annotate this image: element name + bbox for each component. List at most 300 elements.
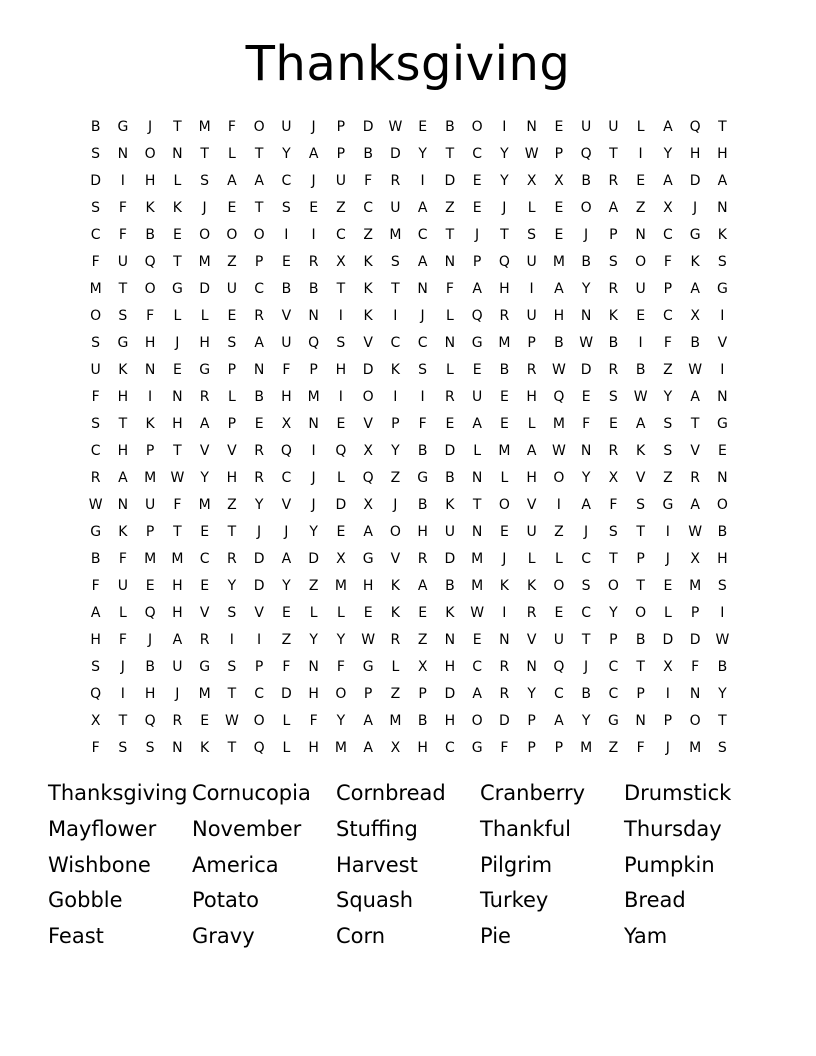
grid-letter: K (445, 605, 455, 621)
grid-letter: L (227, 389, 236, 405)
grid-letter: S (608, 524, 618, 540)
grid-letter: V (363, 335, 373, 351)
grid-letter: J (584, 659, 589, 675)
grid-letter: Q (498, 254, 510, 270)
grid-letter: S (336, 335, 346, 351)
grid-letter: U (526, 254, 537, 270)
grid-letter: T (500, 227, 509, 243)
grid-letter: S (91, 659, 101, 675)
grid-letter: R (417, 551, 428, 567)
grid-letter: H (144, 686, 156, 702)
grid-letter: P (690, 605, 700, 621)
grid-letter: I (638, 146, 643, 162)
grid-letter: A (690, 389, 700, 405)
grid-letter: W (633, 389, 648, 405)
grid-letter: A (663, 173, 673, 189)
grid-letter: Y (609, 605, 618, 621)
grid-letter: M (171, 551, 184, 567)
grid-letter: K (527, 578, 537, 594)
grid-letter: A (90, 605, 101, 621)
grid-letter: E (472, 632, 482, 648)
word-bank-item: Gravy (192, 924, 255, 949)
grid-letter: N (308, 308, 319, 324)
grid-letter: P (663, 713, 673, 729)
grid-letter: X (690, 551, 700, 567)
grid-letter: E (608, 416, 618, 432)
grid-letter: I (502, 119, 507, 135)
grid-letter: O (144, 146, 156, 162)
grid-letter: Z (308, 578, 319, 594)
grid-letter: O (635, 605, 647, 621)
grid-letter: E (499, 524, 509, 540)
grid-letter: O (335, 686, 347, 702)
grid-letter: V (281, 497, 292, 513)
grid-letter: B (690, 335, 700, 351)
grid-letter: Z (663, 362, 673, 378)
grid-letter: S (118, 740, 128, 756)
grid-letter: J (502, 551, 507, 567)
grid-letter: W (688, 362, 703, 378)
grid-letter: A (472, 281, 482, 297)
grid-letter: G (471, 335, 483, 351)
grid-row (82, 546, 736, 573)
grid-letter: C (608, 686, 619, 702)
grid-letter: F (663, 254, 672, 270)
grid-letter: T (173, 443, 182, 459)
grid-letter: R (390, 173, 401, 189)
grid-letter: O (226, 227, 238, 243)
grid-letter: B (635, 632, 646, 648)
grid-letter: P (554, 146, 564, 162)
word-bank-item: Harvest (336, 852, 418, 877)
grid-letter: R (254, 308, 264, 324)
grid-letter: B (554, 335, 564, 351)
grid-letter: L (500, 470, 509, 486)
grid-letter: A (363, 713, 373, 729)
grid-letter: C (472, 146, 483, 162)
grid-letter: B (717, 524, 728, 540)
grid-letter: B (608, 335, 619, 351)
grid-letter: Q (471, 308, 483, 324)
grid-letter: R (308, 254, 319, 270)
grid-letter: M (498, 335, 511, 351)
grid-letter: E (200, 713, 210, 729)
grid-letter: E (172, 362, 182, 378)
grid-letter: V (717, 335, 728, 351)
grid-letter: M (144, 551, 157, 567)
grid-letter: C (662, 308, 673, 324)
grid-letter: B (254, 389, 264, 405)
grid-letter: P (254, 659, 264, 675)
grid-letter: K (363, 281, 373, 297)
grid-letter: T (227, 686, 237, 702)
grid-letter: H (144, 335, 156, 351)
word-bank-item: Gobble (48, 888, 123, 913)
grid-letter: A (472, 686, 482, 702)
grid-letter: G (199, 362, 211, 378)
grid-letter: E (200, 578, 210, 594)
grid-letter: J (175, 686, 180, 702)
grid-row (82, 384, 736, 411)
grid-letter: D (580, 362, 592, 378)
grid-row (82, 627, 736, 654)
grid-letter: I (311, 443, 316, 459)
grid-letter: G (362, 551, 374, 567)
grid-letter: M (144, 470, 157, 486)
grid-letter: E (418, 605, 428, 621)
grid-letter: Q (553, 659, 565, 675)
grid-letter: R (499, 659, 510, 675)
grid-letter: E (145, 578, 155, 594)
word-bank-item: Feast (48, 924, 104, 949)
grid-letter: J (584, 524, 589, 540)
grid-letter: X (417, 659, 428, 675)
grid-letter: B (445, 119, 455, 135)
grid-letter: K (200, 740, 210, 756)
word-bank-item: Cornbread (336, 781, 446, 805)
grid-letter: H (226, 470, 238, 486)
grid-letter: F (609, 497, 618, 513)
grid-letter: I (665, 686, 670, 702)
grid-letter: W (551, 362, 566, 378)
grid-letter: X (608, 470, 619, 486)
grid-letter: K (363, 308, 373, 324)
grid-letter: D (689, 173, 701, 189)
grid-letter: S (145, 740, 155, 756)
grid-letter: U (608, 119, 619, 135)
grid-letter: D (662, 632, 674, 648)
word-bank-item: Thankful (480, 816, 572, 841)
grid-letter: I (120, 173, 125, 189)
grid-letter: U (390, 200, 401, 216)
grid-letter: J (257, 524, 262, 540)
grid-letter: Z (390, 470, 401, 486)
grid-letter: X (663, 200, 673, 216)
grid-letter: R (526, 605, 537, 621)
grid-letter: L (336, 605, 345, 621)
grid-letter: Q (144, 254, 156, 270)
grid-letter: F (500, 740, 509, 756)
grid-letter: V (227, 443, 237, 459)
grid-letter: W (224, 713, 239, 729)
grid-letter: R (199, 389, 210, 405)
grid-letter: E (363, 605, 373, 621)
grid-letter: N (635, 227, 646, 243)
grid-letter: E (636, 173, 646, 189)
grid-letter: J (311, 119, 316, 135)
grid-letter: X (281, 416, 292, 432)
grid-letter: F (445, 281, 454, 297)
grid-letter: E (309, 200, 319, 216)
grid-letter: H (553, 308, 565, 324)
grid-letter: J (502, 200, 507, 216)
grid-letter: Y (581, 470, 591, 486)
grid-letter: H (526, 470, 537, 486)
page-title: Thanksgiving (245, 36, 571, 92)
grid-letter: E (554, 200, 564, 216)
grid-letter: H (90, 632, 101, 648)
grid-letter: O (635, 254, 647, 270)
grid-letter: R (172, 713, 183, 729)
grid-letter: E (445, 416, 455, 432)
grid-letter: S (91, 416, 101, 432)
grid-letter: I (420, 173, 425, 189)
grid-letter: Y (581, 281, 591, 297)
grid-letter: E (254, 416, 264, 432)
grid-row (82, 654, 736, 681)
grid-letter: K (390, 362, 400, 378)
grid-letter: A (254, 335, 264, 351)
grid-letter: A (472, 416, 482, 432)
grid-letter: X (690, 308, 700, 324)
grid-letter: P (527, 713, 536, 729)
grid-letter: F (582, 416, 591, 432)
grid-letter: R (227, 551, 237, 567)
grid-letter: B (308, 281, 319, 297)
grid-letter: X (390, 740, 401, 756)
grid-letter: U (526, 524, 537, 540)
grid-letter: F (227, 119, 236, 135)
grid-letter: U (635, 281, 646, 297)
grid-letter: I (257, 632, 262, 648)
grid-letter: H (199, 335, 210, 351)
grid-letter: B (417, 443, 428, 459)
grid-letter: N (144, 362, 156, 378)
grid-letter: B (281, 281, 292, 297)
grid-letter: Y (527, 686, 536, 702)
grid-letter: O (90, 308, 102, 324)
grid-letter: S (227, 659, 237, 675)
grid-letter: N (526, 659, 537, 675)
grid-letter: R (254, 443, 264, 459)
grid-letter: A (118, 470, 128, 486)
grid-letter: S (418, 362, 428, 378)
grid-letter: C (444, 740, 455, 756)
grid-letter: C (608, 659, 619, 675)
grid-letter: L (554, 551, 563, 567)
grid-letter: D (444, 551, 456, 567)
grid-letter: O (471, 713, 483, 729)
grid-letter: P (609, 632, 618, 648)
grid-letter: B (445, 470, 455, 486)
grid-letter: N (471, 524, 483, 540)
word-bank-item: Turkey (480, 888, 549, 913)
grid-letter: S (227, 335, 237, 351)
grid-letter: S (390, 254, 400, 270)
grid-letter: K (499, 578, 509, 594)
grid-letter: H (717, 551, 728, 567)
grid-letter: U (553, 632, 564, 648)
grid-letter: Y (254, 497, 264, 513)
grid-letter: O (389, 524, 401, 540)
grid-letter: T (445, 146, 455, 162)
grid-letter: U (581, 119, 592, 135)
grid-letter: T (581, 632, 591, 648)
grid-letter: T (227, 524, 237, 540)
grid-letter: S (527, 227, 537, 243)
grid-letter: E (499, 389, 509, 405)
grid-letter: R (499, 308, 510, 324)
grid-letter: H (362, 578, 374, 594)
grid-letter: J (148, 632, 153, 648)
grid-letter: F (91, 389, 100, 405)
grid-letter: N (580, 308, 592, 324)
grid-letter: W (170, 470, 185, 486)
grid-letter: I (120, 686, 125, 702)
grid-letter: H (172, 605, 183, 621)
grid-letter: P (145, 524, 155, 540)
grid-letter: C (472, 659, 483, 675)
grid-letter: Y (309, 632, 318, 648)
grid-letter: I (556, 497, 561, 513)
grid-letter: Y (336, 632, 346, 648)
grid-letter: F (118, 200, 127, 216)
grid-letter: A (417, 254, 428, 270)
grid-letter: F (173, 497, 182, 513)
grid-letter: F (636, 740, 645, 756)
grid-letter: C (553, 686, 564, 702)
grid-letter: Y (581, 713, 591, 729)
word-bank-item: Squash (336, 888, 414, 913)
grid-letter: B (445, 578, 455, 594)
grid-letter: J (284, 524, 289, 540)
grid-letter: Z (635, 200, 646, 216)
grid-letter: J (393, 497, 398, 513)
word-bank-item: Cornucopia (192, 781, 311, 805)
grid-letter: J (475, 227, 480, 243)
grid-letter: T (200, 146, 209, 162)
grid-letter: M (552, 254, 565, 270)
grid-letter: G (117, 335, 129, 351)
grid-letter: D (335, 497, 347, 513)
word-bank-item: Mayflower (48, 816, 157, 841)
word-bank-item: November (192, 816, 302, 841)
grid-letter: Y (282, 578, 291, 594)
grid-letter: T (173, 254, 182, 270)
grid-letter: A (254, 173, 264, 189)
grid-letter: O (253, 119, 265, 135)
grid-letter: B (635, 362, 646, 378)
grid-letter: O (144, 281, 156, 297)
grid-letter: L (282, 713, 291, 729)
grid-letter: Z (445, 200, 455, 216)
grid-letter: C (335, 227, 346, 243)
grid-row (82, 357, 736, 384)
grid-row (82, 249, 736, 276)
grid-letter: Z (336, 200, 346, 216)
grid-letter: I (393, 389, 398, 405)
grid-letter: B (145, 227, 155, 243)
grid-letter: H (499, 281, 510, 297)
grid-letter: D (308, 551, 320, 567)
grid-letter: C (363, 200, 374, 216)
grid-letter: G (471, 740, 483, 756)
grid-letter: E (418, 119, 428, 135)
grid-letter: L (527, 551, 536, 567)
grid-letter: N (717, 470, 728, 486)
grid-letter: V (526, 632, 537, 648)
grid-letter: J (311, 497, 316, 513)
grid-letter: O (607, 578, 619, 594)
grid-letter: C (254, 686, 265, 702)
grid-letter: U (117, 578, 128, 594)
grid-letter: O (689, 713, 701, 729)
grid-letter: S (91, 200, 101, 216)
grid-letter: S (608, 389, 618, 405)
grid-letter: H (117, 389, 129, 405)
grid-letter: H (172, 416, 183, 432)
grid-letter: I (502, 605, 507, 621)
grid-letter: E (336, 524, 346, 540)
grid-letter: V (690, 443, 700, 459)
grid-letter: X (363, 443, 373, 459)
grid-letter: U (172, 659, 183, 675)
grid-letter: U (526, 308, 537, 324)
grid-letter: L (663, 605, 672, 621)
grid-letter: K (390, 605, 400, 621)
grid-letter: C (90, 227, 101, 243)
grid-letter: O (199, 227, 211, 243)
grid-letter: L (636, 119, 645, 135)
grid-letter: X (90, 713, 101, 729)
grid-letter: Z (554, 524, 564, 540)
grid-letter: O (471, 119, 483, 135)
grid-letter: N (172, 389, 183, 405)
grid-letter: Q (689, 119, 701, 135)
grid-letter: I (393, 308, 398, 324)
grid-letter: O (362, 389, 374, 405)
grid-letter: P (254, 254, 264, 270)
grid-letter: Z (227, 254, 237, 270)
grid-letter: P (227, 362, 237, 378)
word-bank-item: Corn (336, 924, 386, 949)
grid-letter: B (90, 551, 101, 567)
grid-letter: Y (391, 443, 400, 459)
grid-letter: F (336, 659, 345, 675)
grid-letter: V (526, 497, 537, 513)
grid-letter: R (499, 686, 510, 702)
grid-letter: F (118, 551, 127, 567)
grid-letter: H (117, 443, 129, 459)
grid-letter: S (91, 146, 101, 162)
grid-letter: O (716, 497, 728, 513)
grid-letter: L (473, 443, 482, 459)
grid-letter: A (417, 578, 428, 594)
grid-letter: K (445, 497, 455, 513)
grid-letter: T (227, 740, 237, 756)
grid-row (82, 681, 736, 708)
grid-letter: Q (580, 146, 592, 162)
grid-letter: J (175, 335, 180, 351)
grid-letter: G (117, 119, 129, 135)
grid-letter: P (336, 119, 346, 135)
grid-letter: A (227, 173, 237, 189)
grid-letter: T (609, 146, 618, 162)
grid-letter: A (281, 551, 292, 567)
grid-letter: R (690, 470, 700, 486)
grid-letter: A (717, 173, 728, 189)
grid-letter: N (117, 146, 129, 162)
grid-letter: H (717, 146, 728, 162)
grid-letter: E (472, 200, 482, 216)
grid-letter: D (498, 713, 510, 729)
grid-letter: F (282, 659, 291, 675)
grid-letter: I (284, 227, 289, 243)
grid-letter: N (444, 632, 456, 648)
grid-letter: E (554, 119, 564, 135)
grid-letter: D (90, 173, 102, 189)
grid-letter: Y (336, 713, 346, 729)
